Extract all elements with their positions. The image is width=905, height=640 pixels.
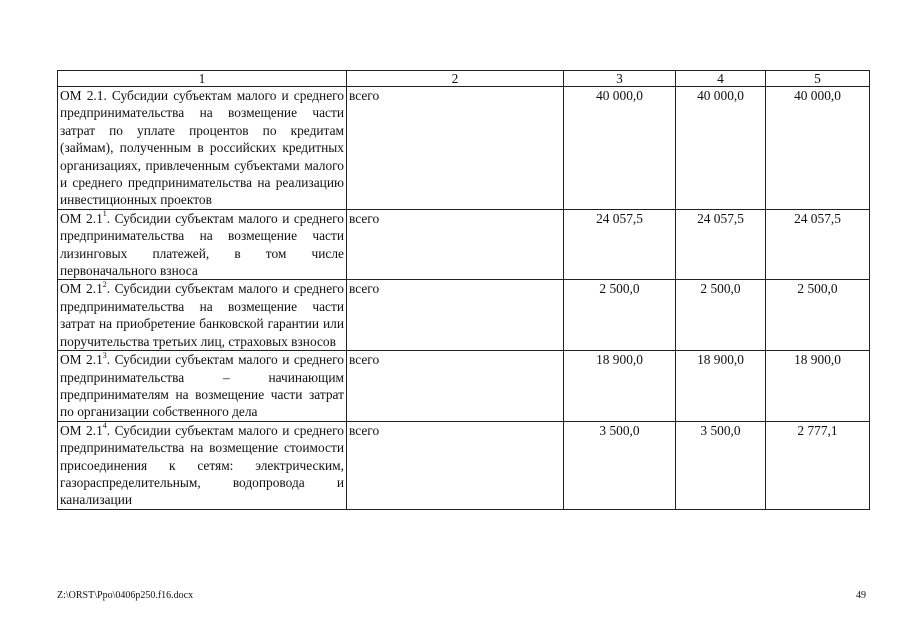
value-col-4: 40 000,0 — [676, 87, 766, 210]
header-col-5: 5 — [766, 71, 870, 87]
measure-text: . Субсидии субъектам малого и среднего предпринимательства на возмещение стоимости присоединения к сетям: электрическим, газораспределительным, водопровода и канализации — [60, 422, 345, 508]
table-row — [58, 421, 870, 509]
value-col-3: 3 500,0 — [564, 421, 676, 509]
value-col-5: 40 000,0 — [766, 87, 870, 210]
document-file-path: Z:\ORST\Ppo\0406p250.f16.docx — [57, 590, 194, 601]
measure-code-superscript: 4 — [102, 421, 107, 431]
table-row — [58, 87, 870, 210]
value-col-4: 18 900,0 — [676, 351, 766, 422]
measure-text: . Субсидии субъектам малого и среднего предпринимательства – начинающим предпринимателям на возмещение части затрат по организации собственного дела — [60, 352, 345, 420]
funding-type: всего — [347, 421, 564, 509]
table-row — [58, 209, 870, 280]
value-col-5: 24 057,5 — [766, 209, 870, 280]
value-col-3: 18 900,0 — [564, 351, 676, 422]
measure-text: . Субсидии субъектам малого и среднего предпринимательства на возмещение части лизинговых платежей, в том числе первоначального взноса — [60, 210, 345, 279]
measure-code: ОМ 2.1 — [60, 352, 103, 368]
measure-code: ОМ 2.1 — [60, 281, 103, 297]
funding-type: всего — [347, 351, 564, 422]
funding-type: всего — [347, 209, 564, 280]
budget-table — [57, 70, 870, 510]
measure-description — [58, 421, 347, 509]
header-col-2: 2 — [347, 71, 564, 87]
value-col-4: 2 500,0 — [676, 280, 766, 351]
funding-type: всего — [347, 280, 564, 351]
value-col-3: 40 000,0 — [564, 87, 676, 210]
measure-code: ОМ 2.1 — [60, 210, 103, 226]
measure-description — [58, 351, 347, 422]
table-row — [58, 280, 870, 351]
value-col-5: 2 500,0 — [766, 280, 870, 351]
value-col-3: 24 057,5 — [564, 209, 676, 280]
value-col-4: 24 057,5 — [676, 209, 766, 280]
measure-code: ОМ 2.1 — [60, 88, 104, 103]
header-col-3: 3 — [564, 71, 676, 87]
measure-code-superscript: 3 — [102, 350, 107, 360]
measure-code-superscript: 1 — [102, 209, 107, 219]
measure-description — [58, 87, 347, 210]
value-col-3: 2 500,0 — [564, 280, 676, 351]
measure-description — [58, 209, 347, 280]
funding-type: всего — [347, 87, 564, 210]
measure-code: ОМ 2.1 — [60, 422, 103, 438]
table-header-row — [58, 71, 870, 87]
header-col-4: 4 — [676, 71, 766, 87]
value-col-5: 18 900,0 — [766, 351, 870, 422]
measure-text: . Субсидии субъектам малого и среднего предпринимательства на возмещение части затрат по уплате процентов по кредитам (займам), полученным в российских кредитных организациях, привлеченным субъектами малого и среднего предпринимательства на реализацию инвестиционных проектов — [60, 88, 344, 208]
value-col-5: 2 777,1 — [766, 421, 870, 509]
measure-code-superscript: 2 — [102, 280, 107, 289]
header-col-1: 1 — [58, 71, 347, 87]
value-col-4: 3 500,0 — [676, 421, 766, 509]
measure-description — [58, 280, 347, 351]
page-number: 49 — [856, 590, 866, 601]
measure-text: . Субсидии субъектам малого и среднего предпринимательства на возмещение части затрат на приобретение банковской гарантии или поручительства третьих лиц, страховых взносов — [60, 281, 345, 349]
table-row — [58, 351, 870, 422]
